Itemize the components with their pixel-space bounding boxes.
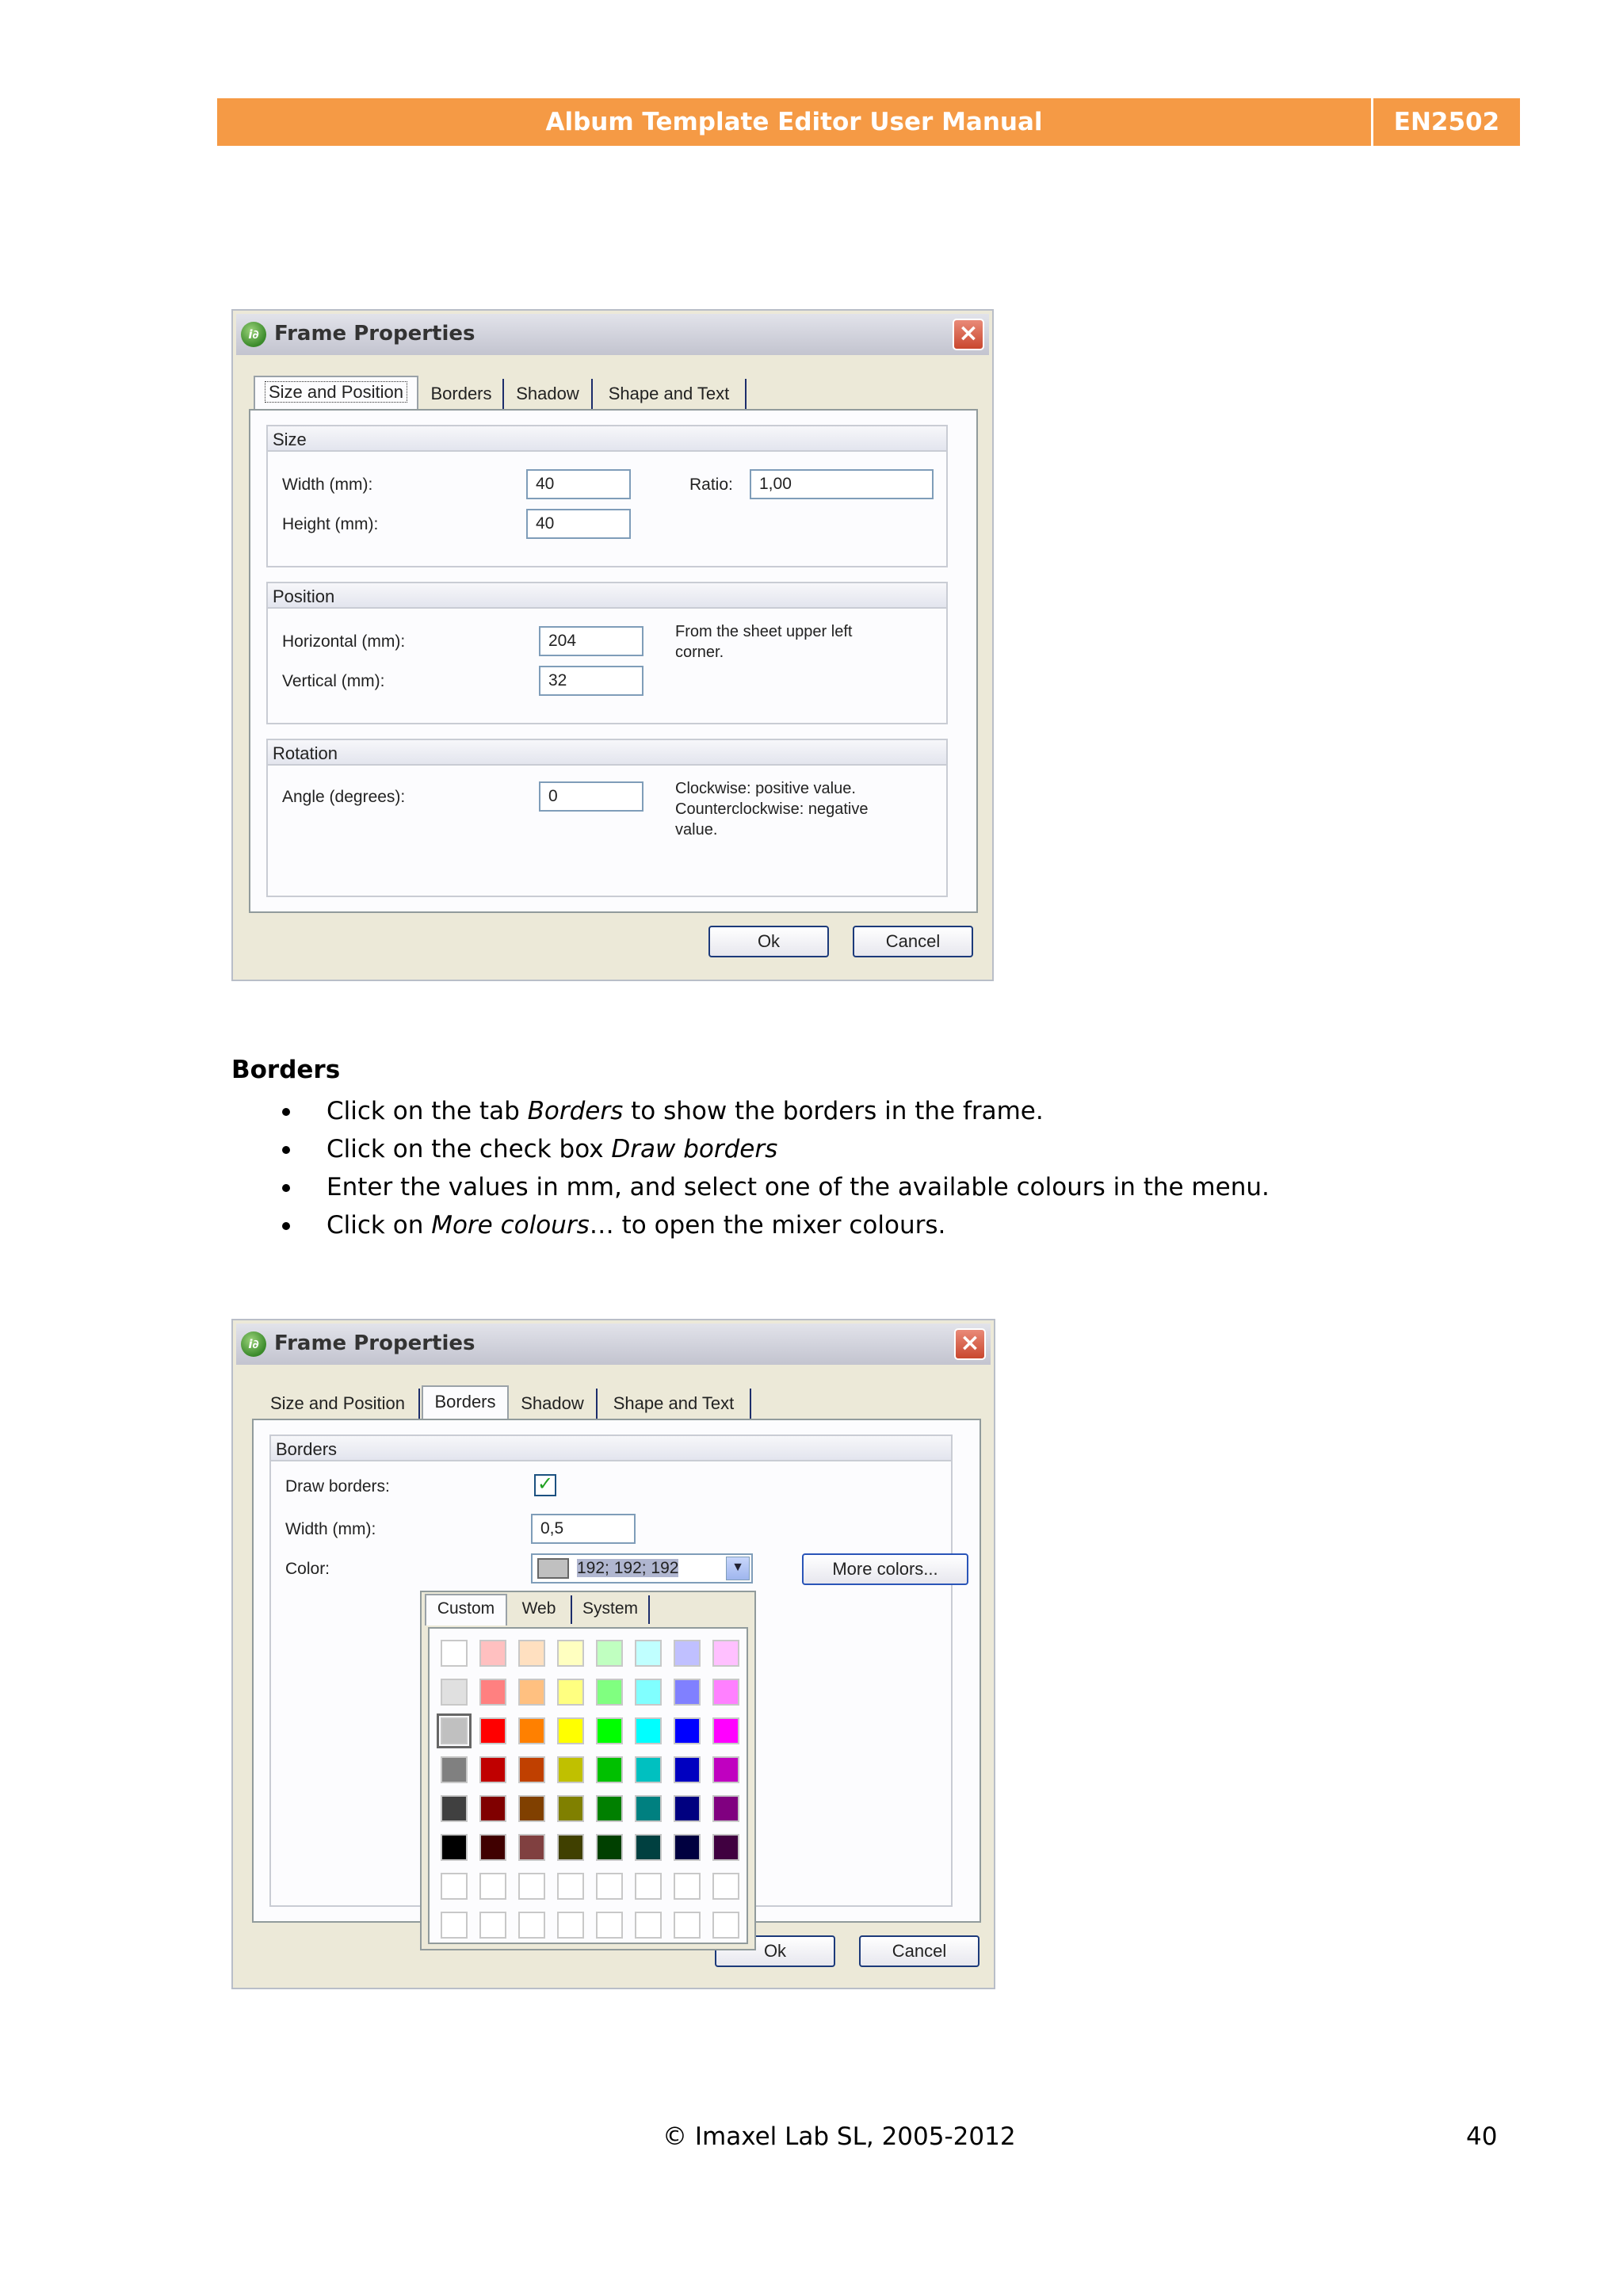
list-item: Click on the check box Draw borders	[279, 1130, 1270, 1168]
color-swatch[interactable]	[518, 1717, 545, 1744]
page-number: 40	[1466, 2122, 1498, 2151]
color-swatch[interactable]	[518, 1873, 545, 1900]
color-swatch[interactable]	[635, 1717, 662, 1744]
draw-borders-checkbox[interactable]: ✓	[534, 1474, 556, 1496]
list-item: Click on the tab Borders to show the borders in the frame.	[279, 1092, 1270, 1130]
close-icon[interactable]: ×	[953, 319, 984, 350]
color-swatch[interactable]	[441, 1640, 468, 1667]
color-swatch[interactable]	[635, 1912, 662, 1939]
color-swatch[interactable]	[557, 1679, 584, 1706]
dialog-titlebar	[236, 314, 989, 355]
color-swatch[interactable]	[674, 1717, 701, 1744]
list-item: Enter the values in mm, and select one of the available colours in the menu.	[279, 1168, 1270, 1206]
color-swatch[interactable]	[635, 1873, 662, 1900]
tab-web[interactable]: Web	[507, 1595, 572, 1624]
list-item: Click on More colours… to open the mixer colours.	[279, 1206, 1270, 1244]
tab-size-and-position[interactable]: Size and Position	[254, 376, 418, 411]
color-swatch[interactable]	[596, 1679, 623, 1706]
frame-properties-dialog-size	[231, 309, 994, 981]
color-swatch[interactable]	[635, 1795, 662, 1822]
tab-shape-and-text[interactable]: Shape and Text	[593, 379, 747, 411]
document-code: EN2502	[1393, 108, 1500, 136]
color-swatch[interactable]	[635, 1679, 662, 1706]
color-swatch[interactable]	[635, 1834, 662, 1861]
tab-shadow[interactable]: Shadow	[504, 379, 593, 411]
color-select[interactable]: 192; 192; 192 ▼	[531, 1553, 753, 1584]
color-swatch[interactable]	[557, 1912, 584, 1939]
color-swatch[interactable]	[674, 1795, 701, 1822]
color-swatch[interactable]	[596, 1717, 623, 1744]
draw-borders-label: Draw borders:	[285, 1477, 390, 1496]
width-input[interactable]: 40	[526, 469, 631, 499]
color-swatch[interactable]	[479, 1873, 506, 1900]
tab-custom[interactable]: Custom	[425, 1594, 507, 1626]
border-width-label: Width (mm):	[285, 1520, 376, 1538]
tab-borders[interactable]: Borders	[420, 379, 504, 411]
color-swatch[interactable]	[674, 1679, 701, 1706]
group-heading-borders: Borders	[271, 1435, 951, 1461]
bullet-icon	[282, 1146, 290, 1154]
color-preview-swatch	[537, 1558, 569, 1579]
color-swatch[interactable]	[712, 1756, 739, 1783]
size-group	[266, 425, 948, 567]
color-swatch[interactable]	[557, 1795, 584, 1822]
bullet-icon	[282, 1184, 290, 1192]
color-swatch[interactable]	[441, 1717, 468, 1744]
color-swatch[interactable]	[441, 1756, 468, 1783]
bullet-icon	[282, 1222, 290, 1230]
height-input[interactable]: 40	[526, 509, 631, 539]
color-swatch[interactable]	[712, 1834, 739, 1861]
color-swatch[interactable]	[518, 1795, 545, 1822]
vertical-input[interactable]: 32	[539, 666, 643, 696]
group-heading-rotation: Rotation	[268, 739, 946, 766]
app-icon: i∂	[241, 1331, 266, 1357]
color-swatch[interactable]	[441, 1912, 468, 1939]
instruction-list	[279, 1092, 1270, 1244]
tab-borders[interactable]: Borders	[422, 1385, 509, 1420]
color-swatch[interactable]	[557, 1756, 584, 1783]
color-swatch[interactable]	[635, 1756, 662, 1783]
color-swatch[interactable]	[712, 1717, 739, 1744]
color-swatch[interactable]	[596, 1640, 623, 1667]
bullet-icon	[282, 1108, 290, 1116]
dialog-title: Frame Properties	[274, 322, 475, 346]
color-swatch[interactable]	[557, 1873, 584, 1900]
swatch-grid	[428, 1627, 748, 1944]
cancel-button[interactable]: Cancel	[859, 1935, 980, 1967]
color-picker-dropdown	[420, 1591, 756, 1950]
tab-shadow[interactable]: Shadow	[509, 1389, 598, 1420]
height-label: Height (mm):	[282, 515, 379, 533]
color-swatch[interactable]	[479, 1912, 506, 1939]
ratio-input[interactable]: 1,00	[750, 469, 934, 499]
document-header	[217, 98, 1520, 146]
position-note: From the sheet upper left corner.	[675, 623, 853, 661]
color-swatch[interactable]	[518, 1912, 545, 1939]
ok-button[interactable]: Ok	[708, 926, 829, 957]
group-heading-position: Position	[268, 582, 946, 609]
position-group	[266, 582, 948, 724]
color-swatch[interactable]	[557, 1834, 584, 1861]
color-swatch[interactable]	[596, 1834, 623, 1861]
color-swatch[interactable]	[712, 1912, 739, 1939]
color-swatch[interactable]	[712, 1873, 739, 1900]
more-colors-button[interactable]: More colors...	[802, 1553, 968, 1585]
color-swatch[interactable]	[479, 1640, 506, 1667]
color-swatch[interactable]	[674, 1912, 701, 1939]
color-swatch[interactable]	[712, 1640, 739, 1667]
horizontal-label: Horizontal (mm):	[282, 632, 406, 651]
color-swatch[interactable]	[674, 1873, 701, 1900]
rotation-note: Clockwise: positive value. Counterclockwise: negative value.	[675, 780, 869, 839]
ratio-label: Ratio:	[689, 476, 733, 494]
color-swatch[interactable]	[479, 1834, 506, 1861]
color-swatch[interactable]	[674, 1834, 701, 1861]
color-swatch[interactable]	[596, 1795, 623, 1822]
group-heading-size: Size	[268, 425, 946, 452]
vertical-label: Vertical (mm):	[282, 672, 385, 690]
ok-button[interactable]: Ok	[715, 1935, 835, 1967]
color-swatch[interactable]	[674, 1640, 701, 1667]
color-swatch[interactable]	[518, 1834, 545, 1861]
color-swatch[interactable]	[712, 1679, 739, 1706]
rotation-group	[266, 739, 948, 897]
color-swatch[interactable]	[441, 1873, 468, 1900]
section-heading: Borders	[231, 1056, 341, 1084]
color-swatch[interactable]	[596, 1873, 623, 1900]
tab-shape-and-text[interactable]: Shape and Text	[598, 1389, 751, 1420]
color-swatch[interactable]	[518, 1640, 545, 1667]
cancel-button[interactable]: Cancel	[853, 926, 973, 957]
width-label: Width (mm):	[282, 476, 373, 494]
dialog-title: Frame Properties	[274, 1331, 475, 1355]
tab-panel	[249, 409, 978, 913]
angle-label: Angle (degrees):	[282, 788, 406, 806]
color-label: Color:	[285, 1560, 330, 1578]
chevron-down-icon[interactable]: ▼	[726, 1557, 750, 1580]
color-swatch[interactable]	[635, 1640, 662, 1667]
color-swatch[interactable]	[441, 1834, 468, 1861]
color-swatch[interactable]	[518, 1756, 545, 1783]
color-swatch[interactable]	[596, 1756, 623, 1783]
document-title: Album Template Editor User Manual	[545, 108, 1043, 136]
color-swatch[interactable]	[557, 1717, 584, 1744]
color-swatch[interactable]	[712, 1795, 739, 1822]
app-icon: i∂	[241, 322, 266, 347]
color-swatch[interactable]	[479, 1795, 506, 1822]
color-swatch[interactable]	[557, 1640, 584, 1667]
color-swatch[interactable]	[596, 1912, 623, 1939]
copyright-footer: © Imaxel Lab SL, 2005-2012	[663, 2122, 1016, 2151]
dialog-titlebar	[236, 1324, 991, 1365]
border-width-input[interactable]: 0,5	[531, 1514, 636, 1544]
tab-size-and-position[interactable]: Size and Position	[257, 1389, 420, 1420]
close-icon[interactable]: ×	[954, 1328, 986, 1360]
color-swatch[interactable]	[518, 1679, 545, 1706]
color-swatch[interactable]	[674, 1756, 701, 1783]
color-swatch[interactable]	[479, 1717, 506, 1744]
angle-input[interactable]: 0	[539, 781, 643, 812]
color-swatch[interactable]	[441, 1795, 468, 1822]
tab-system[interactable]: System	[572, 1595, 650, 1624]
horizontal-input[interactable]: 204	[539, 626, 643, 656]
color-swatch[interactable]	[441, 1679, 468, 1706]
color-swatch[interactable]	[479, 1756, 506, 1783]
color-swatch[interactable]	[479, 1679, 506, 1706]
